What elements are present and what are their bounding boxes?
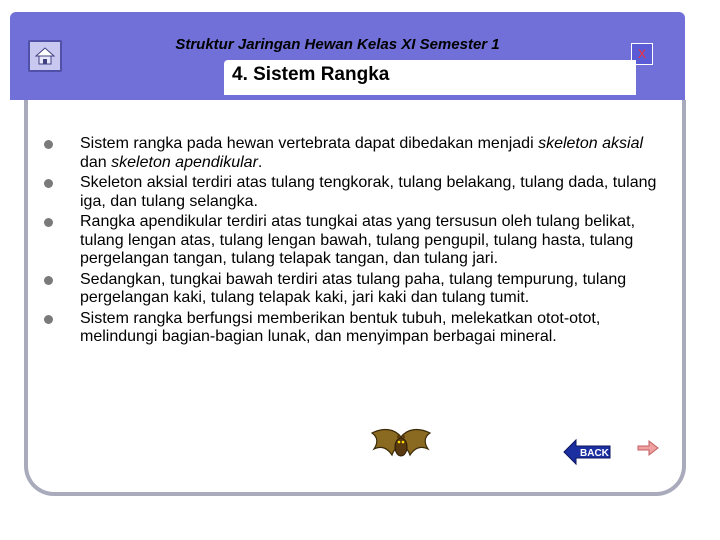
back-label: BACK (580, 448, 609, 459)
bullet-text: Skeleton aksial terdiri atas tulang tengkorak, tulang belakang, tulang dada, tulang iga, dan tulang selangka. (80, 174, 657, 210)
bullet-emphasis: skeleton aksial (538, 135, 644, 152)
bullet-list (44, 135, 664, 349)
bullet-text: Sistem rangka pada hewan vertebrata dapat dibedakan menjadi (80, 135, 539, 152)
header-title: Struktur Jaringan Hewan Kelas XI Semester 1 (175, 36, 500, 53)
bullet-text: Sistem rangka berfungsi memberikan bentuk tubuh, melekatkan otot-otot, melindungi bagian-bagian lunak, dan menyimpan berbagai mineral. (80, 309, 601, 345)
list-item (44, 310, 664, 347)
bullet-icon (44, 179, 53, 188)
list-item (44, 135, 664, 172)
bullet-text: . (257, 153, 263, 171)
bullet-icon (44, 218, 53, 227)
list-item (44, 213, 664, 269)
back-arrow-icon (562, 438, 612, 466)
arrow-right-icon (636, 438, 660, 458)
bullet-text: Sedangkan, tungkai bawah terdiri atas tulang paha, tulang tempurung, tulang pergelangan kaki, tulang telapak kaki, jari kaki dan tulang tumit. (80, 270, 627, 306)
bullet-text: Rangka apendikular terdiri atas tungkai atas yang tersusun oleh tulang belikat, tulang lengan atas, tulang lengan bawah, tulang pengupil, tulang hasta, tulang pergelangan tangan, tulang telapak tangan, dan tulang jari. (80, 213, 636, 267)
bat-icon (370, 425, 432, 465)
close-button[interactable]: X (631, 43, 653, 65)
list-item (44, 271, 664, 308)
bullet-emphasis: skeleton apendikular (111, 153, 258, 171)
bullet-icon (44, 315, 53, 324)
next-button[interactable] (636, 438, 660, 458)
subtitle-underline (224, 95, 636, 98)
page-title: 4. Sistem Rangka (232, 64, 390, 85)
back-button[interactable] (562, 438, 612, 466)
bullet-icon (44, 140, 53, 149)
bullet-icon (44, 276, 53, 285)
list-item (44, 174, 664, 211)
bullet-text: dan (80, 153, 112, 171)
